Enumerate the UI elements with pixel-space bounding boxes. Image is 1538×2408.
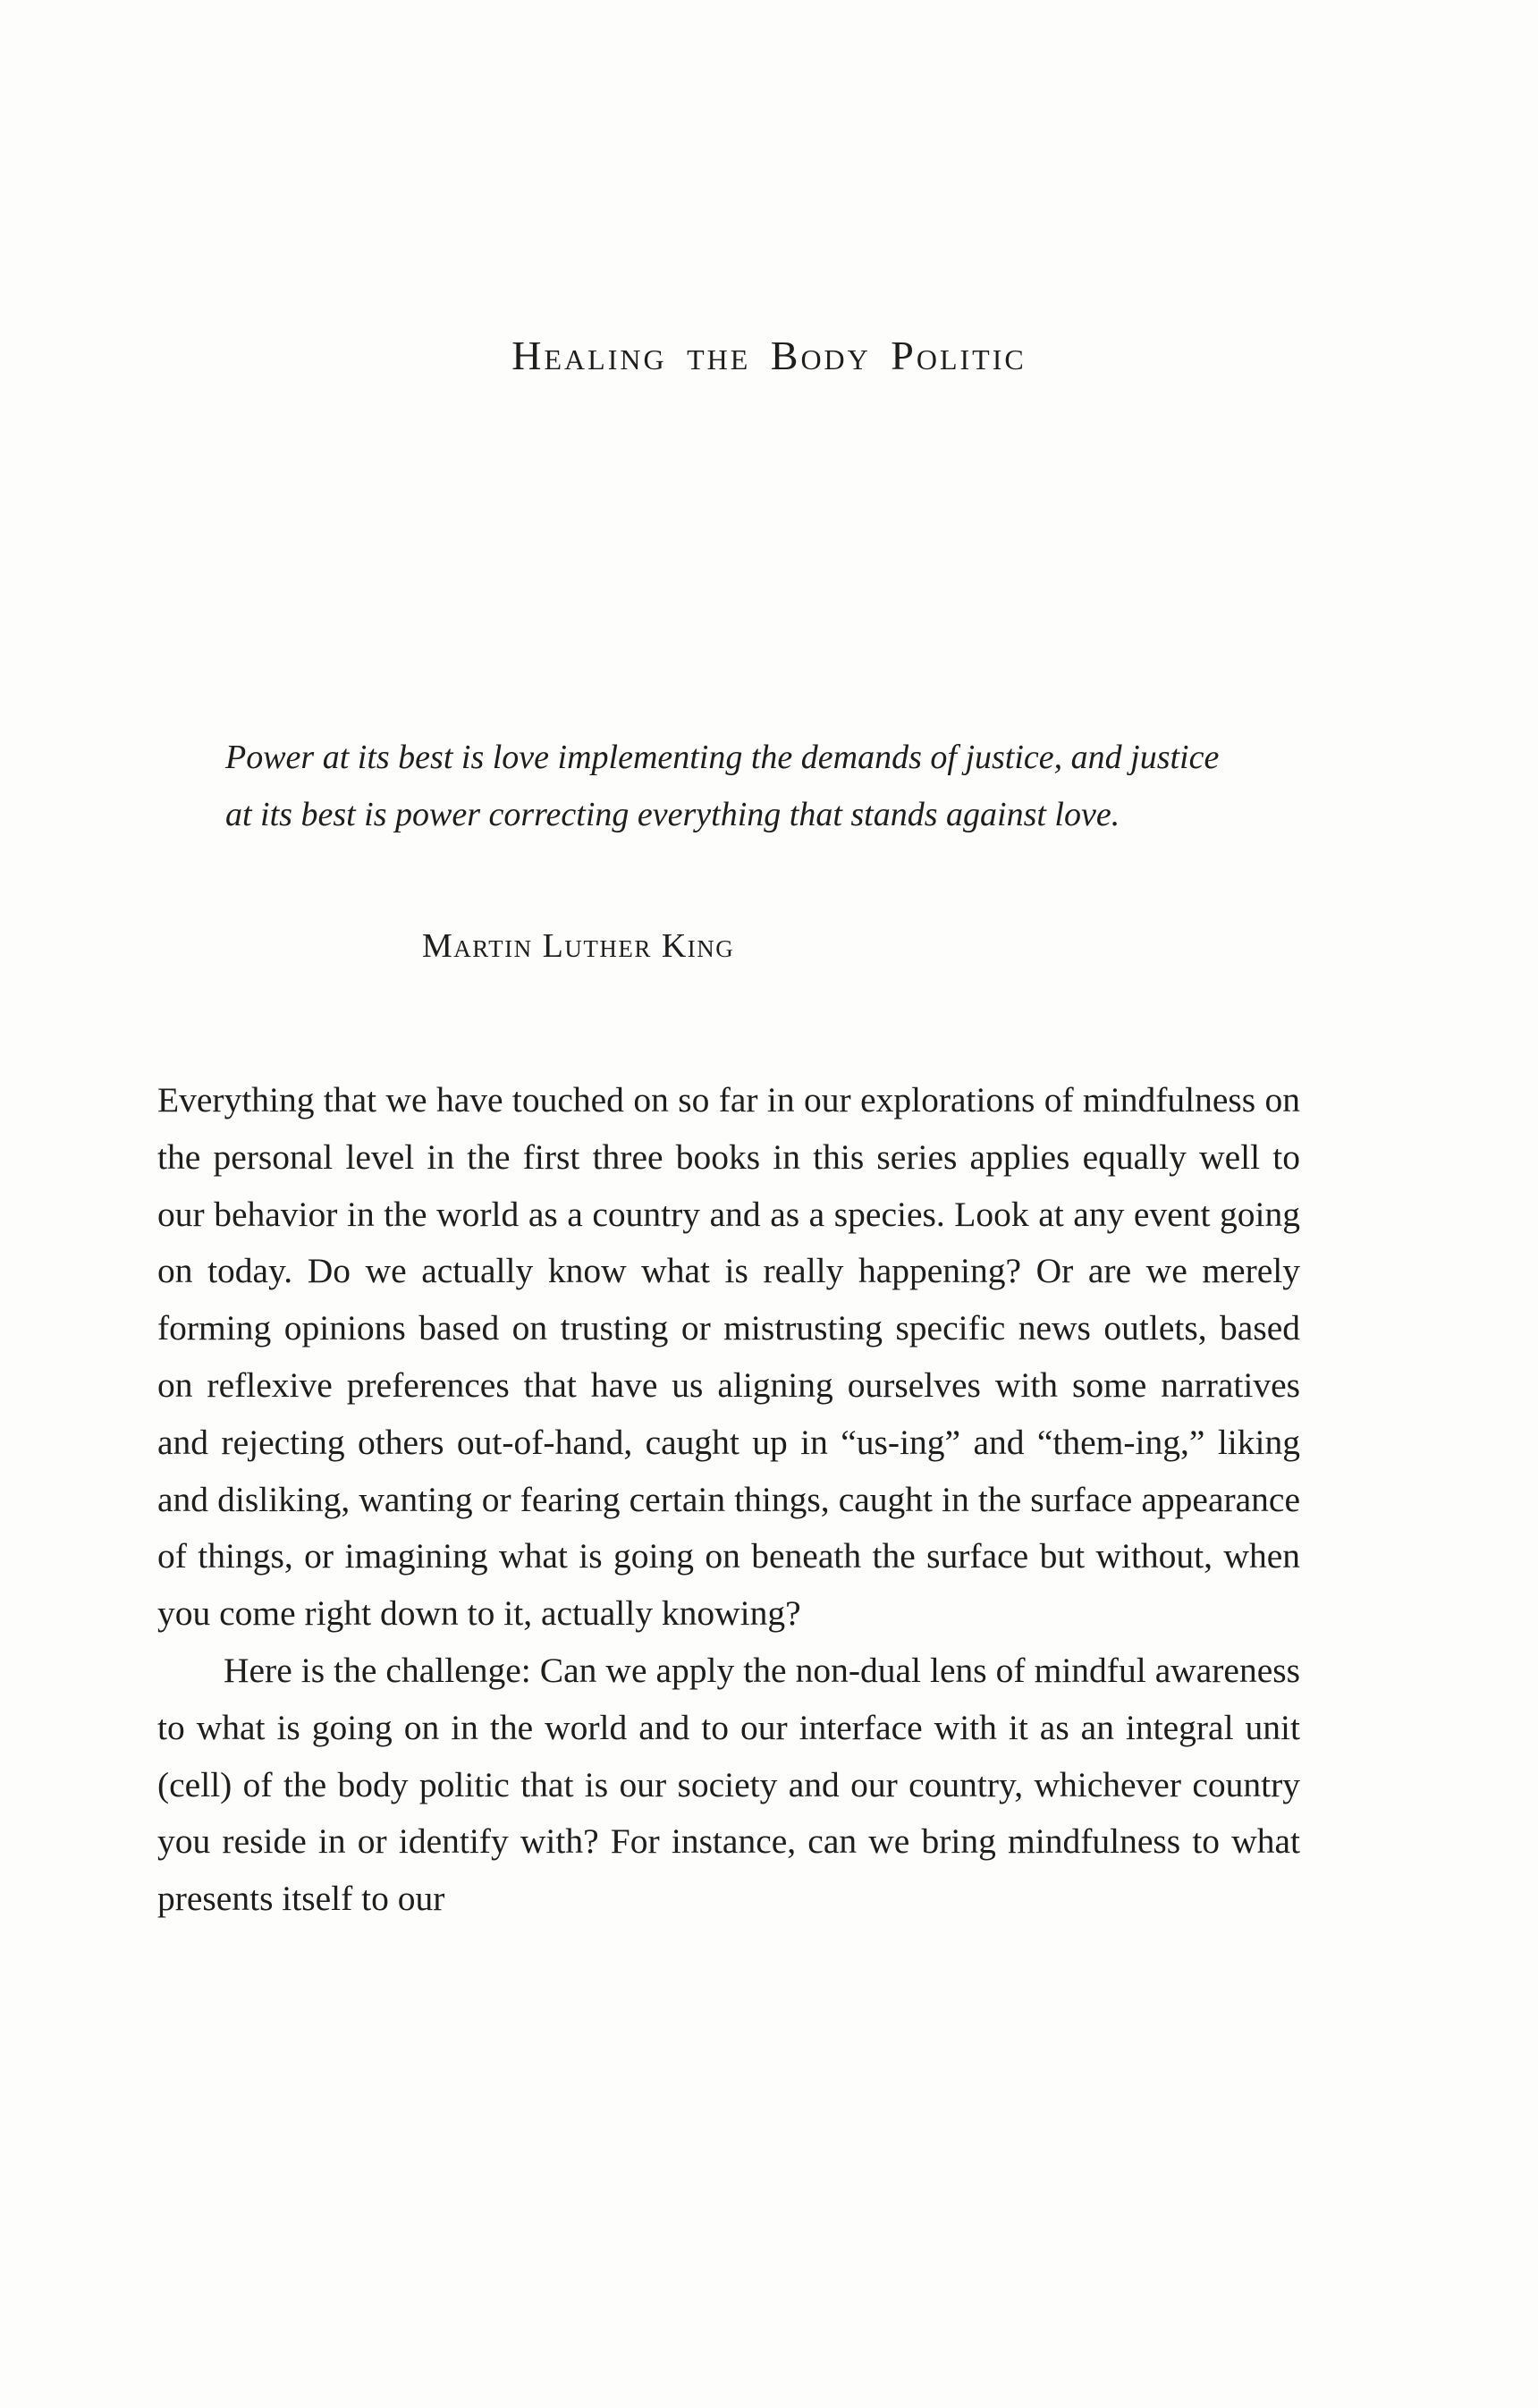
body-text [157, 1072, 1300, 1928]
paragraph: Here is the challenge: Can we apply the non-dual lens of mindful awareness to what is going on in the world and to our interface with it as an integral unit (cell) of the body politic that is our society and our country, whichever country you reside in or identify with? For instance, can we bring mindfulness to what presents itself to our [157, 1650, 1300, 1919]
epigraph [225, 729, 1245, 965]
epigraph-quote: Power at its best is love implementing the demands of justice, and justice at its best is power correcting everything that stands against love. [225, 739, 1220, 833]
chapter-title: Healing the Body Politic [511, 333, 1027, 378]
paragraph: Everything that we have touched on so far in our explorations of mindfulness on the personal level in the first three books in this series applies equally well to our behavior in the world as a country and as a species. Look at any event going on today. Do we actually know what is really happening? Or are we merely forming opinions based on trusting or mistrusting specific news outlets, based on reflexive preferences that have us aligning ourselves with some narratives and rejecting others out-of-hand, caught up in “us-ing” and “them-ing,” liking and disliking, wanting or fearing certain things, caught in the surface appearance of things, or imagining what is going on beneath the surface but without, when you come right down to it, actually knowing? [157, 1080, 1300, 1634]
epigraph-author: Martin Luther King [422, 927, 735, 965]
